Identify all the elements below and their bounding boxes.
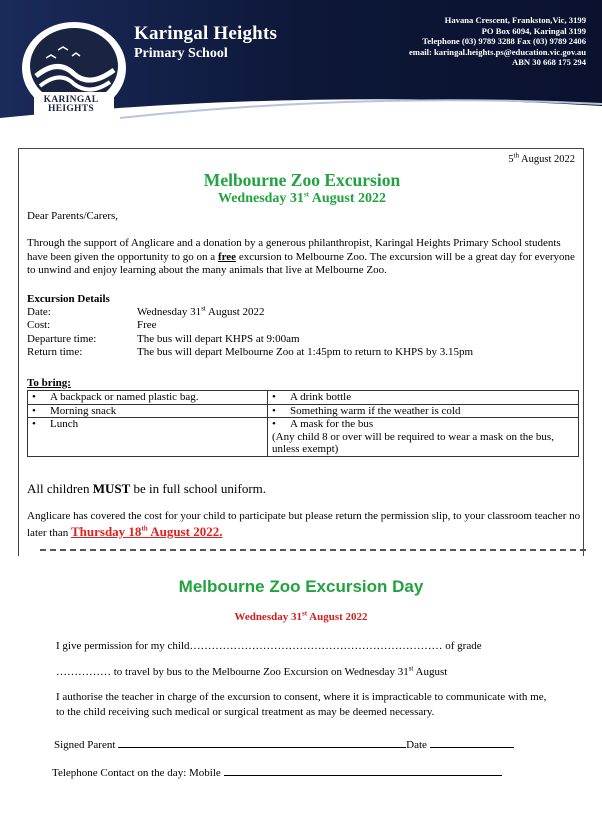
date-field[interactable] <box>430 737 514 748</box>
table-row <box>28 404 579 418</box>
contact-abn: ABN 30 668 175 294 <box>511 57 586 68</box>
bring-item: • Lunch <box>28 418 268 457</box>
bullet-icon: • <box>32 391 36 403</box>
contact-email: email: karingal.heights.ps@education.vic.gov.au <box>408 46 586 57</box>
slip-date: Wednesday 31st August 2022 <box>234 609 368 623</box>
telephone-row: Telephone Contact on the day: Mobile <box>52 765 502 779</box>
bullet-icon: • <box>272 404 276 417</box>
bullet-icon: • <box>272 391 276 403</box>
letter-subtitle: Wednesday 31st August 2022 <box>217 190 387 206</box>
logo-text-line1: KARINGAL <box>43 95 99 105</box>
contact-po-box: PO Box 6094, Karingal 3199 <box>481 25 586 36</box>
uniform-notice: All children MUST be in full school uniform. <box>27 481 267 496</box>
bring-item: • A drink bottle <box>268 391 579 405</box>
bring-item: • A backpack or named plastic bag. <box>28 391 268 405</box>
grade-field[interactable]: …………… <box>56 666 111 678</box>
logo-text-line2: HEIGHTS <box>48 104 94 114</box>
contact-phone-fax: Telephone (03) 9789 3288 Fax (03) 9789 2406 <box>422 36 586 47</box>
bullet-icon: • <box>32 418 36 430</box>
table-row <box>28 391 579 405</box>
school-name: Karingal Heights <box>134 23 278 44</box>
detail-row-date: Date: Wednesday 31st August 2022 <box>27 304 265 319</box>
excursion-details <box>27 293 473 359</box>
medical-consent-text: I authorise the teacher in charge of the excursion to consent, where it is impracticable to communicate with me, to the child receiving such medical or surgical treatment as may be deemed necessary. <box>56 691 547 718</box>
detail-row-cost: Cost: Free <box>27 319 157 332</box>
permission-line-child: I give permission for my child…………………………………………………………… of grade <box>56 640 482 652</box>
bullet-icon: • <box>272 418 276 430</box>
detail-row-return: Return time: The bus will depart Melbourne Zoo at 1:45pm to return to KHPS by 3.15pm <box>27 345 474 358</box>
cut-line <box>40 549 586 551</box>
letter-title: Melbourne Zoo Excursion <box>203 170 401 190</box>
slip-title: Melbourne Zoo Excursion Day <box>178 577 424 596</box>
bring-item: • A mask for the bus (Any child 8 or over will be required to wear a mask on the bus, unless exempt) <box>268 418 579 457</box>
signature-row: Signed Parent Date <box>54 737 514 751</box>
to-bring-table <box>27 390 579 457</box>
child-name-field[interactable]: …………………………………………………………… <box>189 640 443 652</box>
to-bring-label: To bring: <box>27 377 71 389</box>
return-slip-paragraph: Anglicare has covered the cost for your child to participate but please return the permission slip, to your classroom teacher no later than Thursday 18th August 2022. <box>27 510 581 539</box>
return-deadline: Thursday 18th August 2022. <box>70 524 223 539</box>
mobile-field[interactable] <box>224 765 502 776</box>
intro-paragraph: Through the support of Anglicare and a donation by a generous philanthropist, Karingal Heights Primary School students have been given the opportunity to go on a free excursion to Melbourne Zoo. The excursion will be a great day for everyone to unwind and enjoy learning about the many animals that live at Melbourne Zoo. <box>27 237 575 277</box>
permission-line-grade: …………… to travel by bus to the Melbourne Zoo Excursion on Wednesday 31st August <box>56 664 448 678</box>
table-row <box>28 418 579 457</box>
logo-text <box>36 96 106 114</box>
greeting: Dear Parents/Carers, <box>27 210 119 222</box>
contact-address: Havana Crescent, Frankston,Vic, 3199 <box>444 15 586 25</box>
bring-item: • Morning snack <box>28 404 268 418</box>
school-subtitle: Primary School <box>134 46 228 61</box>
school-letterhead <box>0 0 602 132</box>
letter-date: 5th August 2022 <box>508 151 575 165</box>
signature-field[interactable] <box>118 737 406 748</box>
school-contact-details <box>409 15 586 68</box>
bullet-icon: • <box>32 404 36 417</box>
details-header: Excursion Details <box>27 293 110 305</box>
bring-item: • Something warm if the weather is cold <box>268 404 579 418</box>
detail-row-departure: Departure time: The bus will depart KHPS at 9:00am <box>27 332 300 345</box>
mask-note: (Any child 8 or over will be required to wear a mask on the bus, unless exempt) <box>272 430 554 455</box>
letter-frame <box>18 148 584 556</box>
